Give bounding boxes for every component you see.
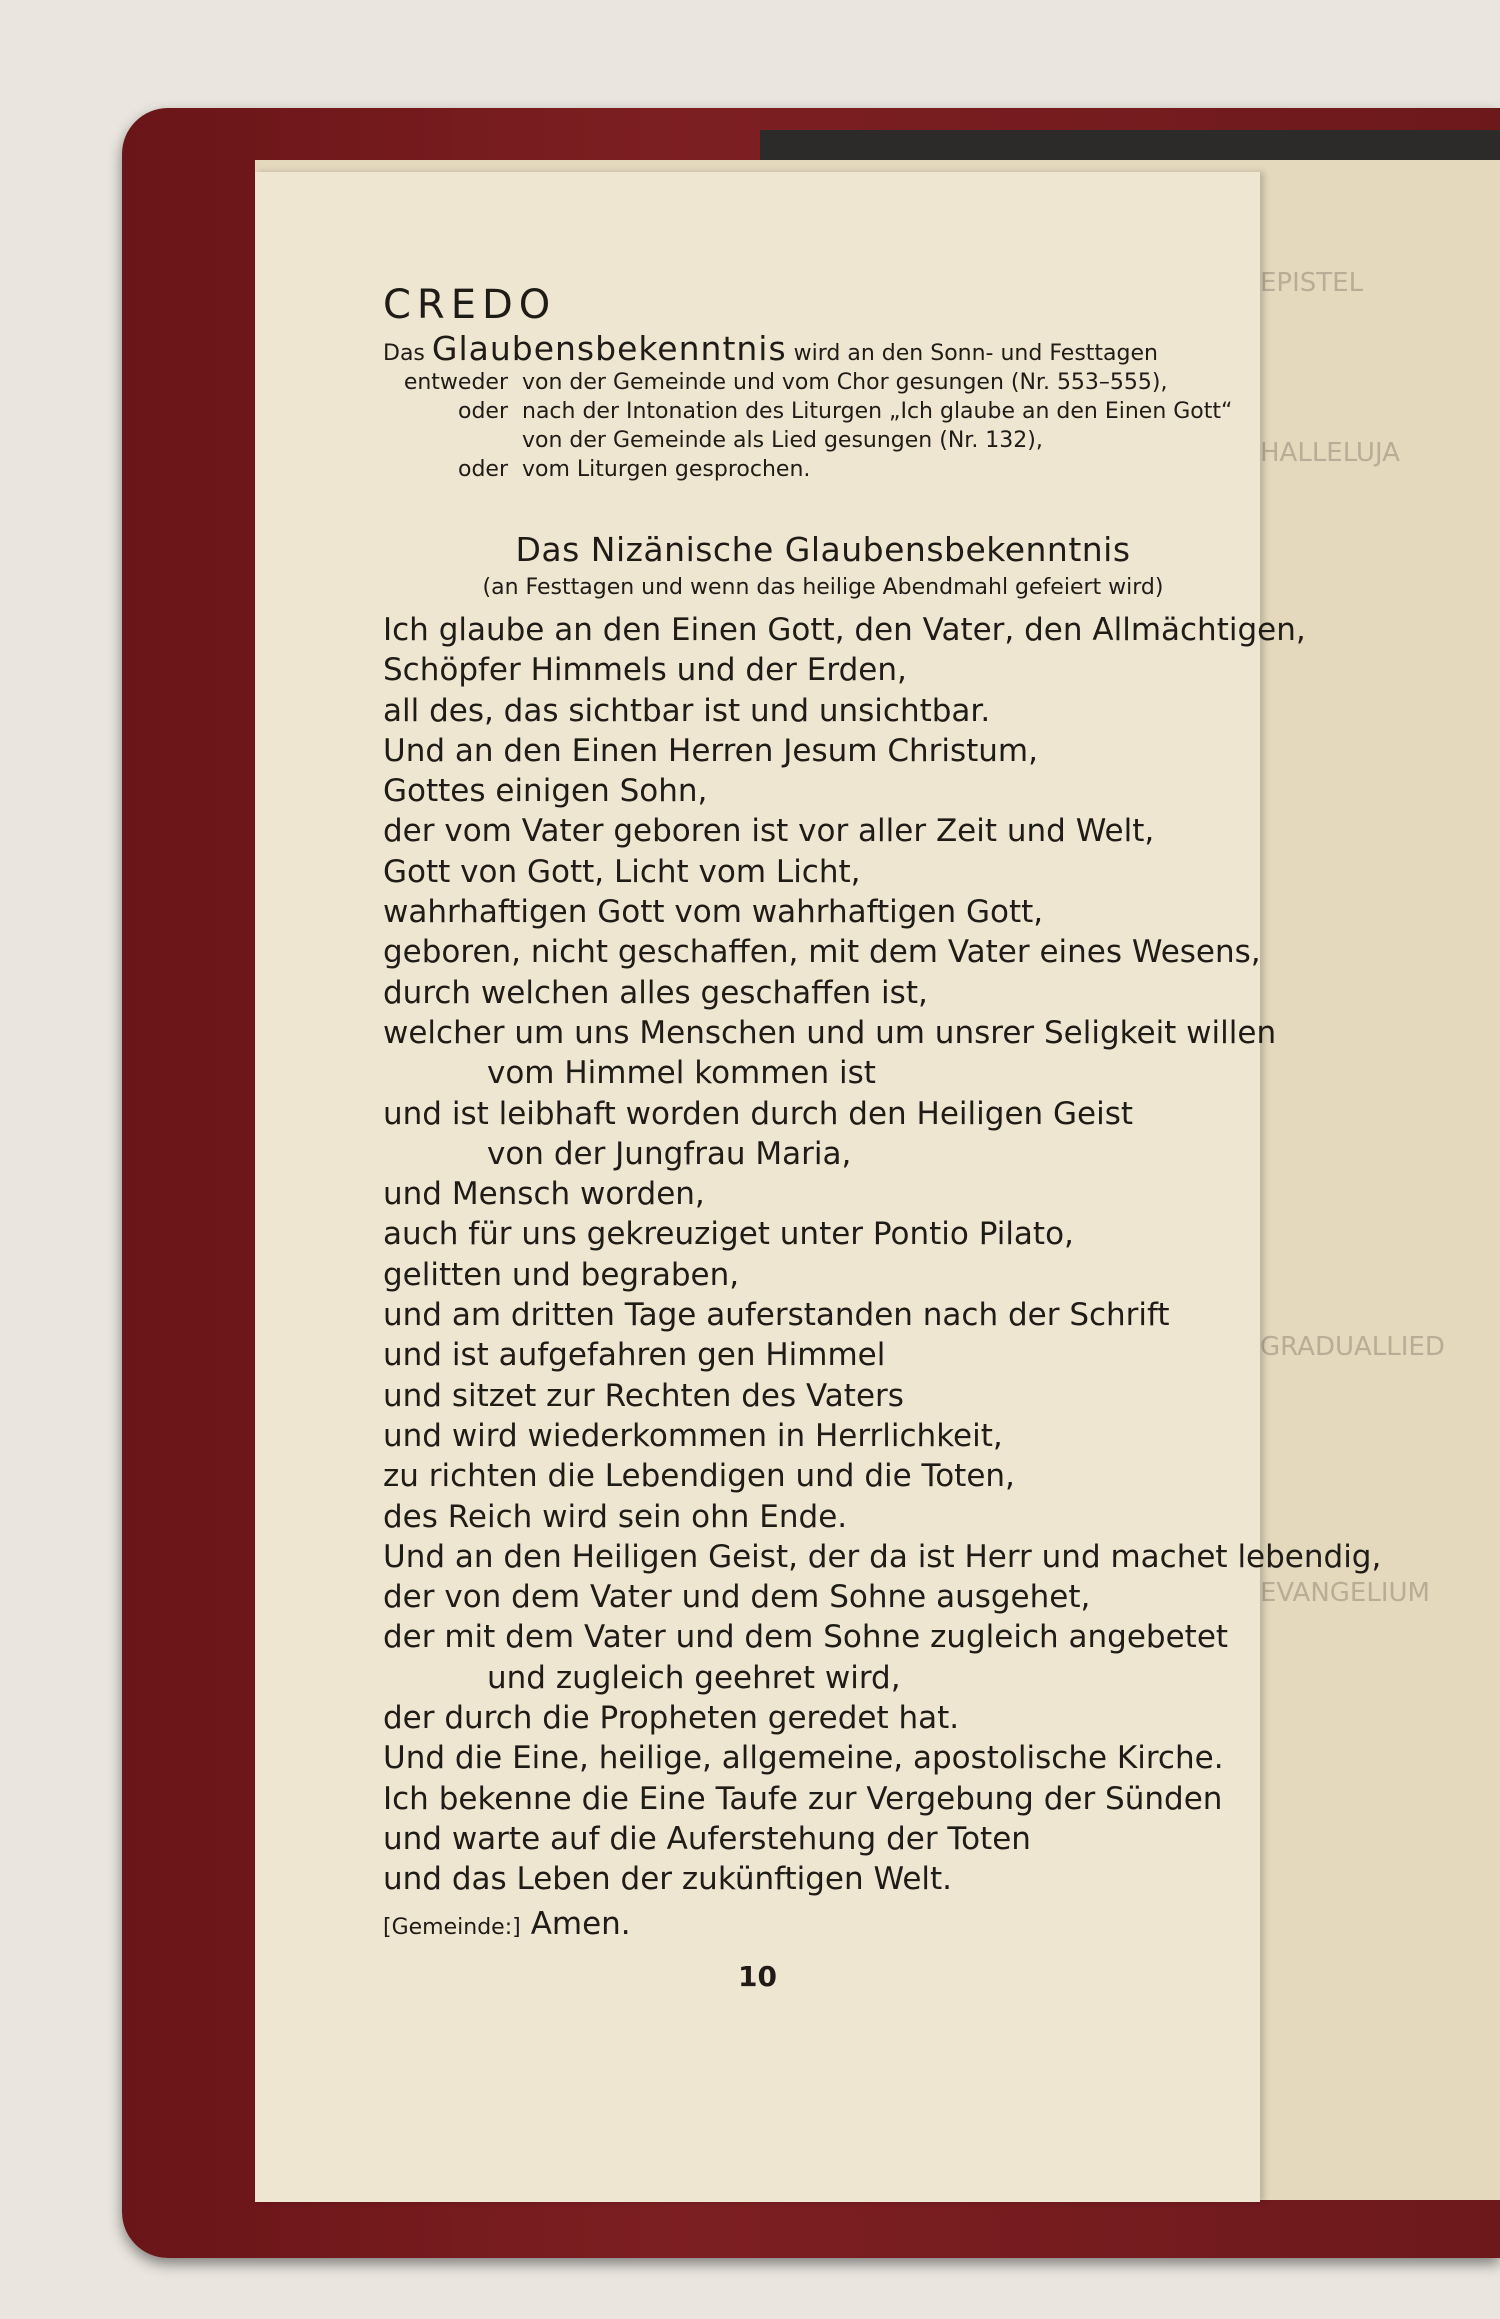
creed-line: vom Himmel kommen ist	[487, 1055, 876, 1092]
option-label: entweder	[403, 370, 508, 395]
intro-suffix: wird an den Sonn- und Festtagen	[793, 341, 1158, 366]
option-2	[383, 397, 1263, 455]
page-title: CREDO	[383, 282, 557, 328]
creed-line: und sitzet zur Rechten des Vaters	[383, 1377, 904, 1414]
bleed-epistel: EPISTEL	[1260, 268, 1364, 298]
creed-line: des Reich wird sein ohn Ende.	[383, 1498, 848, 1535]
creed-line: Gottes einigen Sohn,	[383, 773, 708, 810]
creed-line: welcher um uns Menschen und um unsrer Seligkeit willen	[383, 1014, 1277, 1051]
option-text: vom Liturgen gesprochen.	[522, 457, 811, 482]
intro-keyword: Glaubensbekenntnis	[431, 329, 787, 368]
intro-line	[383, 329, 1263, 368]
creed-line: Und an den Heiligen Geist, der da ist Herr und machet lebendig,	[383, 1538, 1382, 1575]
option-label: oder	[457, 457, 508, 482]
creed-line: der durch die Propheten geredet hat.	[383, 1700, 960, 1737]
creed-line: von der Jungfrau Maria,	[487, 1135, 852, 1172]
section-subheading: (an Festtagen und wenn das heilige Abendmahl gefeiert wird)	[482, 575, 1164, 600]
creed-line: geboren, nicht geschaffen, mit dem Vater eines Wesens,	[383, 934, 1261, 971]
bleed-graduallied: GRADUALLIED	[1260, 1332, 1445, 1362]
creed-line: und Mensch worden,	[383, 1176, 705, 1213]
creed-line: Gott von Gott, Licht vom Licht,	[383, 853, 861, 890]
intro-prefix: Das	[383, 341, 425, 366]
option-3	[383, 455, 1263, 484]
amen-text: Amen.	[530, 1905, 631, 1942]
creed-line: Und an den Einen Herren Jesum Christum,	[383, 732, 1038, 769]
page-number: 10	[738, 1960, 777, 1993]
amen-rubric: [Gemeinde:]	[383, 1914, 521, 1940]
creed-line: Und die Eine, heilige, allgemeine, apostolische Kirche.	[383, 1740, 1224, 1777]
creed-line: wahrhaftigen Gott vom wahrhaftigen Gott,	[383, 894, 1044, 931]
creed-line: auch für uns gekreuziget unter Pontio Pilato,	[383, 1216, 1074, 1253]
creed-line: der mit dem Vater und dem Sohne zugleich angebetet	[383, 1619, 1229, 1656]
creed-line: gelitten und begraben,	[383, 1256, 740, 1293]
creed-line: Ich bekenne die Eine Taufe zur Vergebung der Sünden	[383, 1780, 1223, 1817]
bleed-halleluja: HALLELUJA	[1260, 438, 1400, 468]
creed-line: Ich glaube an den Einen Gott, den Vater, den Allmächtigen,	[383, 612, 1306, 648]
creed-line: zu richten die Lebendigen und die Toten,	[383, 1458, 1015, 1495]
creed-line: Schöpfer Himmels und der Erden,	[383, 652, 907, 689]
creed-line: und ist aufgefahren gen Himmel	[383, 1337, 886, 1374]
bleed-evangelium: EVANGELIUM	[1260, 1578, 1430, 1608]
bleed-through-text	[1260, 180, 1500, 2180]
creed-line: und am dritten Tage auferstanden nach der Schrift	[383, 1297, 1170, 1334]
option-text: nach der Intonation des Liturgen „Ich glaube an den Einen Gott“ von der Gemeinde als Lied gesungen (Nr. 132),	[522, 399, 1233, 453]
creed-line: der vom Vater geboren ist vor aller Zeit und Welt,	[383, 813, 1155, 850]
creed-line: und wird wiederkommen in Herrlichkeit,	[383, 1417, 1003, 1454]
creed-line: durch welchen alles geschaffen ist,	[383, 974, 928, 1011]
section-heading: Das Nizänische Glaubensbekenntnis	[515, 530, 1131, 569]
creed-line: und das Leben der zukünftigen Welt.	[383, 1861, 953, 1898]
amen-line	[383, 1906, 1263, 1942]
creed-line: all des, das sichtbar ist und unsichtbar.	[383, 692, 991, 729]
creed-line: und zugleich geehret wird,	[487, 1659, 901, 1696]
creed-line: der von dem Vater und dem Sohne ausgehet,	[383, 1579, 1091, 1616]
option-text: von der Gemeinde und vom Chor gesungen (Nr. 553–555),	[522, 370, 1168, 395]
creed-line: und warte auf die Auferstehung der Toten	[383, 1820, 1031, 1857]
creed-line: und ist leibhaft worden durch den Heiligen Geist	[383, 1095, 1134, 1132]
option-label: oder	[457, 399, 508, 424]
option-1	[383, 368, 1263, 397]
